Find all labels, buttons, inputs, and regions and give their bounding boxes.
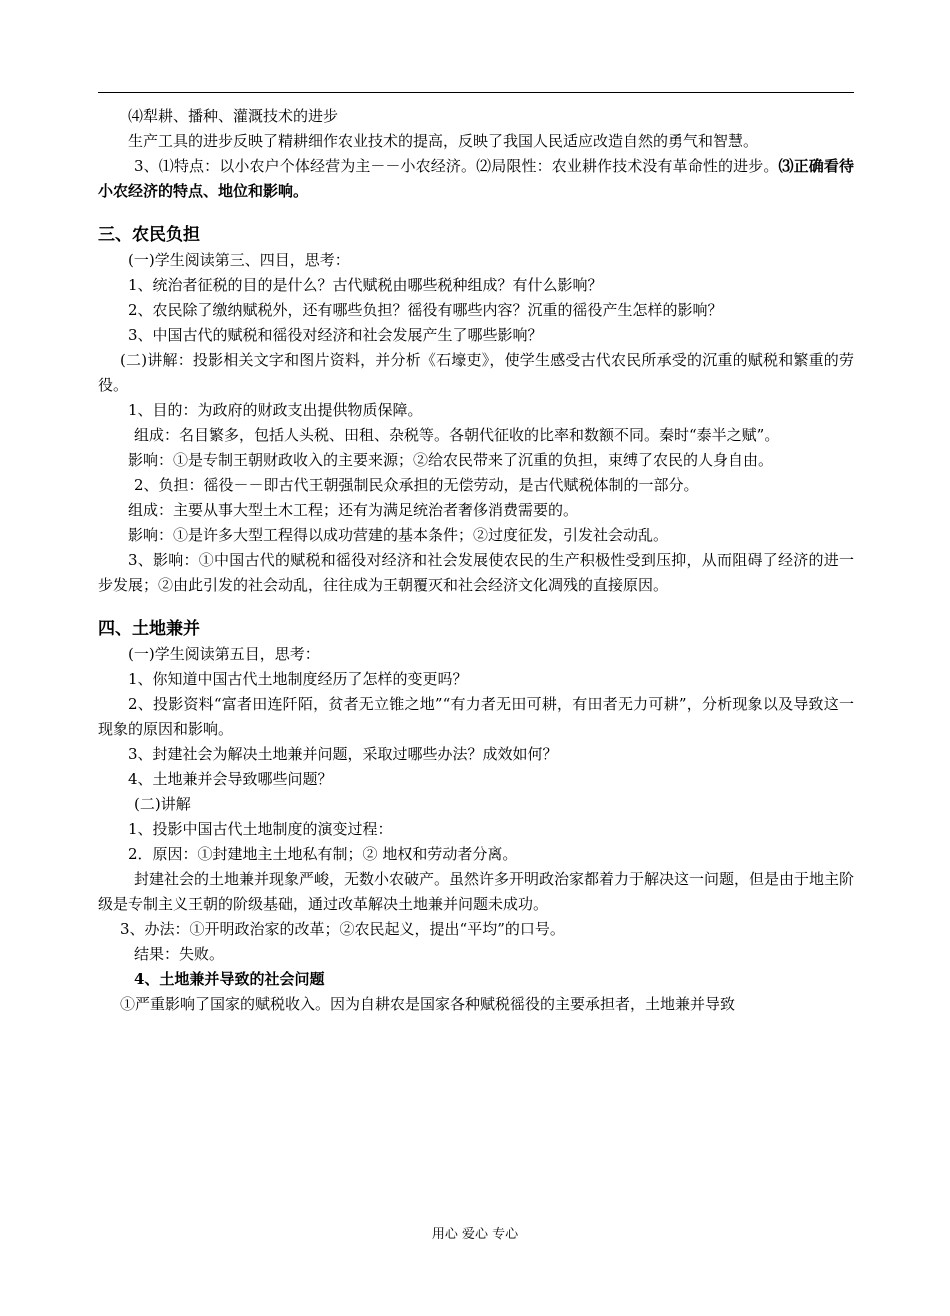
text-paragraph: 2、负担：徭役－－即古代王朝强制民众承担的无偿劳动，是古代赋税体制的一部分。 <box>134 476 699 494</box>
page-footer: 用心 爱心 专心 <box>431 1227 519 1242</box>
text-paragraph: 3、办法：①开明政治家的改革；②农民起义，提出“平均”的口号。 <box>120 920 565 938</box>
text-paragraph: 4、土地兼并会导致哪些问题？ <box>128 770 333 788</box>
text-paragraph: ①严重影响了国家的赋税收入。因为自耕农是国家各种赋税徭役的主要承担者，土地兼并导致 <box>120 995 736 1013</box>
text-paragraph: 2、农民除了缴纳赋税外，还有哪些负担？徭役有哪些内容？沉重的徭役产生怎样的影响？ <box>128 301 723 319</box>
text-paragraph: 封建社会的土地兼并现象严峻，无数小农破产。虽然许多开明政治家都着力于解决这一问题，但是由于地主阶级是专制主义王朝的阶级基础，通过改革解决土地兼并问题未成功。 <box>98 870 855 913</box>
text-paragraph: 1、统治者征税的目的是什么？古代赋税由哪些税种组成？有什么影响？ <box>128 276 603 294</box>
text-paragraph <box>98 154 854 204</box>
text-paragraph: 影响：①是许多大型工程得以成功营建的基本条件；②过度征发，引发社会动乱。 <box>128 526 669 544</box>
text-paragraph: 组成：名目繁多，包括人头税、田租、杂税等。各朝代征收的比率和数额不同。秦时“泰半之赋”。 <box>134 426 780 444</box>
text-paragraph: 1、投影中国古代土地制度的演变过程： <box>128 820 393 838</box>
text-paragraph: (一)学生阅读第三、四目，思考： <box>128 251 350 269</box>
section-heading: 三、农民负担 <box>98 225 200 245</box>
text-paragraph: 2、投影资料“富者田连阡陌，贫者无立锥之地”“有力者无田可耕，有田者无力可耕”，分析现象以及导致这一现象的原因和影响。 <box>98 695 854 738</box>
text-paragraph: 结果：失败。 <box>134 945 225 963</box>
text-line: ⑷犁耕、播种、灌溉技术的进步 <box>128 107 339 125</box>
text-paragraph: 3、中国古代的赋税和徭役对经济和社会发展产生了哪些影响？ <box>128 326 543 344</box>
text-paragraph: 3、封建社会为解决土地兼并问题，采取过哪些办法？成效如何？ <box>128 745 558 763</box>
text-paragraph: (二)讲解 <box>134 795 191 813</box>
text-paragraph: 生产工具的进步反映了精耕细作农业技术的提高，反映了我国人民适应改造自然的勇气和智慧。 <box>128 132 759 150</box>
text-paragraph: 1、目的：为政府的财政支出提供物质保障。 <box>128 401 423 419</box>
text-paragraph: (一)学生阅读第五目，思考： <box>128 645 320 663</box>
text-paragraph: 1、你知道中国古代土地制度经历了怎样的变更吗？ <box>128 670 468 688</box>
text-paragraph: 影响：①是专制王朝财政收入的主要来源；②给农民带来了沉重的负担，束缚了农民的人身自由。 <box>128 451 774 469</box>
bold-subheading: 4、土地兼并导致的社会问题 <box>134 970 325 988</box>
document-body <box>98 104 854 1017</box>
text-span: 3、⑴特点：以小农户个体经营为主－－小农经济。⑵局限性：农业耕作技术没有革命性的进步。 <box>134 157 779 175</box>
bold-text: ⑶正确看待小农经济的特点、地位和影响。 <box>98 157 854 200</box>
section-heading: 四、土地兼并 <box>98 619 200 639</box>
text-paragraph: 组成：主要从事大型土木工程；还有为满足统治者奢侈消费需要的。 <box>128 501 579 519</box>
header-rule <box>98 92 854 93</box>
text-paragraph: (二)讲解：投影相关文字和图片资料，并分析《石壕吏》，使学生感受古代农民所承受的沉重的赋税和繁重的劳役。 <box>98 351 854 394</box>
text-paragraph: 3、影响：①中国古代的赋税和徭役对经济和社会发展使农民的生产积极性受到压抑，从而阻碍了经济的进一步发展；②由此引发的社会动乱，往往成为王朝覆灭和社会经济文化凋残的直接原因。 <box>98 551 854 594</box>
text-paragraph: 2．原因：①封建地主土地私有制；② 地权和劳动者分离。 <box>128 845 518 863</box>
